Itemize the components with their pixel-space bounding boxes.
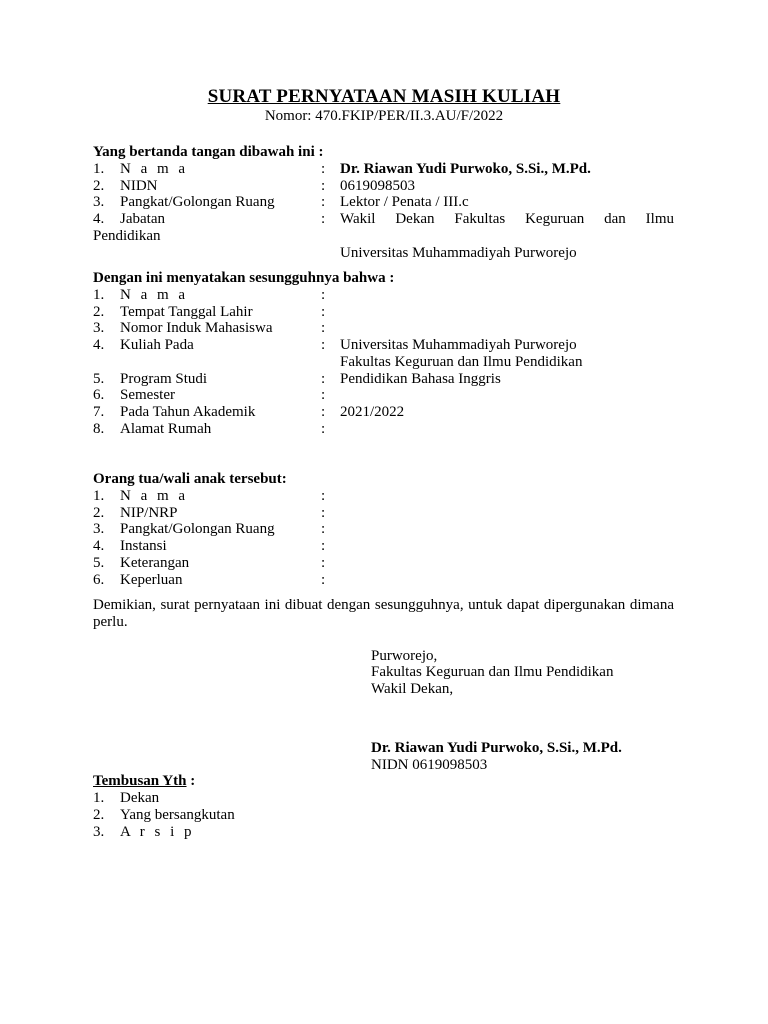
tembusan-item-num: 2. bbox=[93, 807, 105, 823]
s3-item-num: 4. bbox=[93, 538, 105, 554]
word: Fakultas bbox=[454, 211, 506, 227]
signature-position: Wakil Dekan, bbox=[371, 681, 454, 697]
s3-item-num: 3. bbox=[93, 521, 105, 537]
s1-item-value: 0619098503 bbox=[340, 178, 415, 194]
s2-item-num: 6. bbox=[93, 387, 105, 403]
s3-item-colon: : bbox=[321, 521, 326, 537]
s1-jabatan-wrap: Pendidikan bbox=[93, 228, 161, 244]
s2-item-num: 1. bbox=[93, 287, 105, 303]
s1-item-colon: : bbox=[321, 161, 326, 177]
tembusan-item-num: 3. bbox=[93, 824, 105, 840]
s1-item-colon: : bbox=[321, 211, 326, 227]
s1-jabatan-extra: Universitas Muhammadiyah Purworejo bbox=[340, 245, 577, 261]
s2-item-colon: : bbox=[321, 320, 326, 336]
s3-item-label: N a m a bbox=[120, 488, 189, 504]
s2-item-colon: : bbox=[321, 404, 326, 420]
tembusan-item-label: A r s i p bbox=[120, 824, 195, 840]
section1-heading: Yang bertanda tangan dibawah ini : bbox=[93, 144, 324, 160]
word: Wakil bbox=[340, 211, 376, 227]
letter-number: Nomor: 470.FKIP/PER/II.3.AU/F/2022 bbox=[264, 108, 504, 124]
tembusan-item-label: Dekan bbox=[120, 790, 160, 806]
s1-item-value: Dr. Riawan Yudi Purwoko, S.Si., M.Pd. bbox=[340, 161, 591, 177]
s2-item-num: 7. bbox=[93, 404, 105, 420]
s2-item-colon: : bbox=[321, 287, 326, 303]
s3-item-label: Pangkat/Golongan Ruang bbox=[120, 521, 275, 537]
tembusan-heading bbox=[93, 773, 195, 790]
section3-heading: Orang tua/wali anak tersebut: bbox=[93, 471, 287, 487]
s3-item-label: Keperluan bbox=[120, 572, 183, 588]
s1-item-value: Lektor / Penata / III.c bbox=[340, 194, 469, 210]
signature-place: Purworejo, bbox=[371, 648, 438, 664]
s2-item-num: 5. bbox=[93, 371, 105, 387]
s1-item-colon: : bbox=[321, 194, 326, 210]
word: Dekan bbox=[395, 211, 435, 227]
s2-item-num: 2. bbox=[93, 304, 105, 320]
tembusan-item-label: Yang bersangkutan bbox=[120, 807, 235, 823]
s2-item-label: Tempat Tanggal Lahir bbox=[120, 304, 253, 320]
word: Ilmu bbox=[645, 211, 674, 227]
s3-item-num: 2. bbox=[93, 505, 105, 521]
s1-item-label: Pangkat/Golongan Ruang bbox=[120, 194, 275, 210]
s1-item-label: N a m a bbox=[120, 161, 189, 177]
s2-item-colon: : bbox=[321, 387, 326, 403]
s2-item-label: Program Studi bbox=[120, 371, 208, 387]
s3-item-num: 5. bbox=[93, 555, 105, 571]
s3-item-colon: : bbox=[321, 488, 326, 504]
s1-item-num: 4. bbox=[93, 211, 105, 227]
s3-item-label: NIP/NRP bbox=[120, 505, 178, 521]
s2-item-colon: : bbox=[321, 371, 326, 387]
s3-item-num: 1. bbox=[93, 488, 105, 504]
s1-item-num: 2. bbox=[93, 178, 105, 194]
s2-item-num: 3. bbox=[93, 320, 105, 336]
s3-item-colon: : bbox=[321, 572, 326, 588]
signature-name: Dr. Riawan Yudi Purwoko, S.Si., M.Pd. bbox=[371, 740, 622, 756]
s3-item-label: Instansi bbox=[120, 538, 167, 554]
closing-paragraph: Demikian, surat pernyataan ini dibuat dengan sesungguhnya, untuk dapat dipergunakan dimana perlu. bbox=[93, 597, 674, 630]
s3-item-label: Keterangan bbox=[120, 555, 190, 571]
signature-faculty: Fakultas Keguruan dan Ilmu Pendidikan bbox=[371, 664, 614, 680]
s3-item-num: 6. bbox=[93, 572, 105, 588]
s1-item-colon: : bbox=[321, 178, 326, 194]
tembusan-heading-colon: : bbox=[186, 773, 196, 789]
tembusan-item-num: 1. bbox=[93, 790, 105, 806]
s2-item-value: Universitas Muhammadiyah Purworejo bbox=[340, 337, 577, 353]
word: Keguruan bbox=[525, 211, 585, 227]
signature-nidn: NIDN 0619098503 bbox=[371, 757, 488, 773]
word: dan bbox=[604, 211, 626, 227]
s1-item-label: Jabatan bbox=[120, 211, 165, 227]
s2-item-value2: Fakultas Keguruan dan Ilmu Pendidikan bbox=[340, 354, 583, 370]
s2-item-colon: : bbox=[321, 337, 326, 353]
s2-item-label: N a m a bbox=[120, 287, 189, 303]
section2-heading: Dengan ini menyatakan sesungguhnya bahwa : bbox=[93, 270, 395, 286]
s1-jabatan-value bbox=[340, 211, 674, 228]
s2-item-label: Kuliah Pada bbox=[120, 337, 194, 353]
s2-item-num: 4. bbox=[93, 337, 105, 353]
s1-item-num: 3. bbox=[93, 194, 105, 210]
s2-item-num: 8. bbox=[93, 421, 105, 437]
s2-item-label: Pada Tahun Akademik bbox=[120, 404, 256, 420]
s2-item-colon: : bbox=[321, 421, 326, 437]
s3-item-colon: : bbox=[321, 505, 326, 521]
tembusan-heading-text: Tembusan Yth bbox=[93, 773, 187, 789]
s2-item-value: 2021/2022 bbox=[340, 404, 405, 420]
s3-item-colon: : bbox=[321, 538, 326, 554]
s3-item-colon: : bbox=[321, 555, 326, 571]
letter-title: SURAT PERNYATAAN MASIH KULIAH bbox=[207, 86, 561, 107]
s2-item-label: Alamat Rumah bbox=[120, 421, 212, 437]
s1-item-label: NIDN bbox=[120, 178, 158, 194]
s1-item-num: 1. bbox=[93, 161, 105, 177]
s2-item-value: Pendidikan Bahasa Inggris bbox=[340, 371, 501, 387]
s2-item-label: Semester bbox=[120, 387, 175, 403]
s2-item-label: Nomor Induk Mahasiswa bbox=[120, 320, 273, 336]
s2-item-colon: : bbox=[321, 304, 326, 320]
